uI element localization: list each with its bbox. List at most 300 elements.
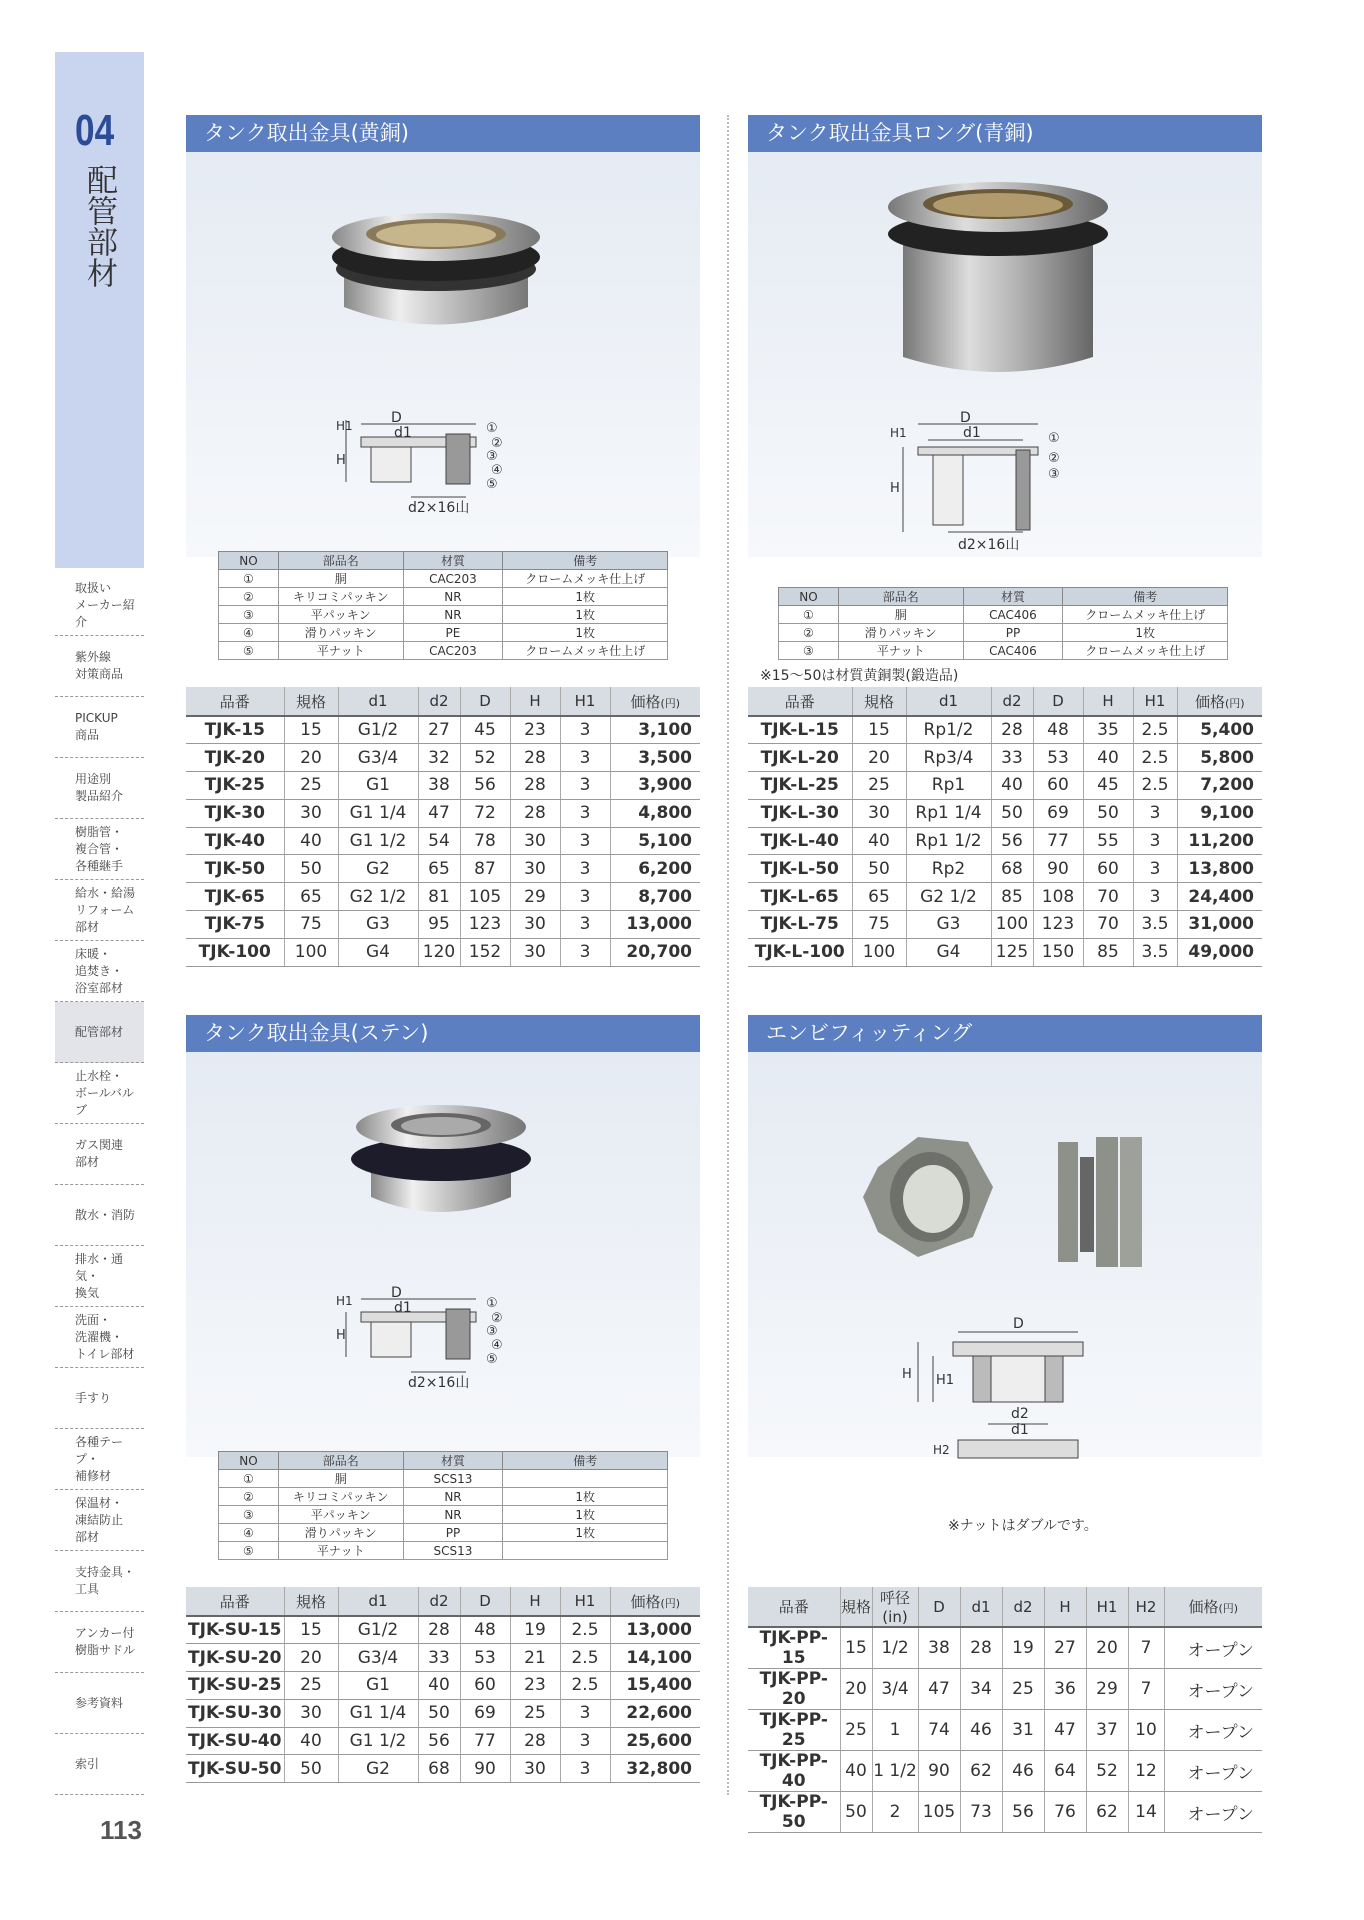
spec-cell: 2.5	[560, 1672, 610, 1700]
spec-cell: 29	[510, 883, 560, 911]
spec-cell: 48	[460, 1616, 510, 1644]
nav-item[interactable]: 保温材・ 凍結防止 部材	[55, 1490, 144, 1551]
spec-cell: 7	[1128, 1627, 1164, 1669]
spec-cell: 12	[1128, 1751, 1164, 1792]
spec-cell: TJK-SU-15	[186, 1616, 284, 1644]
spec-cell: 46	[1002, 1751, 1044, 1792]
nav-item[interactable]: 取扱い メーカー紹介	[55, 575, 144, 636]
spec-header-cell: 規格	[284, 1587, 338, 1616]
parts-header-cell: 備考	[503, 1452, 668, 1470]
spec-cell: TJK-SU-25	[186, 1672, 284, 1700]
spec-cell: 14	[1128, 1792, 1164, 1833]
spec-cell: 15	[852, 716, 906, 744]
spec-cell: オープン	[1164, 1710, 1262, 1751]
spec-cell: 19	[1002, 1627, 1044, 1669]
label-H: H	[336, 453, 346, 468]
stainless-fitting-photo	[341, 1097, 541, 1227]
product-photo-area	[748, 1052, 1262, 1457]
spec-cell: 5,400	[1177, 716, 1262, 744]
spec-cell: TJK-SU-20	[186, 1644, 284, 1672]
callout-5: ⑤	[486, 1352, 498, 1367]
spec-cell: G1/2	[338, 716, 418, 744]
section-tank-stainless	[186, 1015, 700, 1779]
spec-cell: 25	[510, 1699, 560, 1727]
price-unit: (円)	[660, 696, 681, 710]
spec-cell: G2 1/2	[338, 883, 418, 911]
spec-cell: 9,100	[1177, 799, 1262, 827]
callout-5: ⑤	[486, 477, 498, 492]
spec-cell: G1	[338, 772, 418, 800]
spec-cell: 3	[560, 716, 610, 744]
nav-item[interactable]: PICKUP 商品	[55, 697, 144, 758]
parts-cell: NR	[403, 1506, 503, 1524]
nav-item[interactable]: 配管部材	[55, 1002, 144, 1063]
nut-note: ※ナットはダブルです。	[948, 1518, 1098, 1534]
product-photo-area	[186, 1052, 700, 1457]
spec-cell: 45	[1083, 772, 1133, 800]
spec-cell: 81	[418, 883, 460, 911]
spec-cell: 75	[284, 911, 338, 939]
spec-cell: TJK-SU-50	[186, 1755, 284, 1783]
spec-cell: 87	[460, 855, 510, 883]
parts-table	[778, 587, 1228, 660]
nav-item[interactable]: アンカー付 樹脂サドル	[55, 1612, 144, 1673]
label-H1: H1	[890, 426, 907, 440]
nav-item[interactable]: 洗面・ 洗濯機・ トイレ部材	[55, 1307, 144, 1368]
parts-cell: CAC203	[403, 570, 503, 588]
spec-cell: 3	[560, 911, 610, 939]
spec-cell: 20	[852, 744, 906, 772]
parts-cell: ②	[779, 624, 839, 642]
spec-cell: 35	[1083, 716, 1133, 744]
spec-cell: 3	[1133, 827, 1177, 855]
spec-cell: 2.5	[1133, 772, 1177, 800]
label-H1: H1	[936, 1373, 955, 1388]
parts-cell: ③	[779, 642, 839, 660]
spec-cell: 55	[1083, 827, 1133, 855]
label-D: D	[391, 1285, 402, 1301]
spec-cell: 4,800	[610, 799, 700, 827]
parts-cell: PP	[963, 624, 1063, 642]
spec-cell: 3/4	[872, 1669, 918, 1710]
spec-header-cell: H1	[1133, 687, 1177, 716]
spec-cell: 21	[510, 1644, 560, 1672]
spec-row	[186, 1616, 700, 1644]
parts-row	[779, 624, 1228, 642]
nav-item[interactable]: 止水栓・ ボールバルブ	[55, 1063, 144, 1124]
section-title: タンク取出金具ロング(青銅)	[748, 115, 1262, 152]
spec-cell: 15	[284, 716, 338, 744]
dimension-diagram	[336, 1267, 576, 1402]
spec-cell: 15	[284, 1616, 338, 1644]
spec-cell: 65	[852, 883, 906, 911]
spec-cell: G1 1/4	[338, 799, 418, 827]
spec-cell: 95	[418, 911, 460, 939]
spec-cell: 105	[460, 883, 510, 911]
spec-header-cell: 価格(円)	[610, 687, 700, 716]
parts-cell: ⑤	[219, 1542, 279, 1560]
spec-cell: Rp1	[906, 772, 991, 800]
parts-cell: ①	[779, 606, 839, 624]
parts-cell: NR	[403, 588, 503, 606]
parts-cell: 胴	[838, 606, 963, 624]
spec-header-cell: D	[460, 1587, 510, 1616]
spec-cell: 65	[284, 883, 338, 911]
parts-header-cell: NO	[779, 588, 839, 606]
product-photo-area	[748, 152, 1262, 557]
parts-cell: ①	[219, 570, 279, 588]
spec-cell: 20	[284, 744, 338, 772]
spec-row	[748, 799, 1262, 827]
spec-cell: G1 1/2	[338, 1727, 418, 1755]
callout-3: ③	[486, 1324, 498, 1339]
spec-header-cell: D	[1033, 687, 1083, 716]
spec-cell: 3	[560, 855, 610, 883]
parts-cell: 1枚	[503, 606, 668, 624]
spec-row	[748, 855, 1262, 883]
spec-cell: G3	[906, 911, 991, 939]
parts-row	[219, 1506, 668, 1524]
label-H1: H1	[336, 1294, 353, 1308]
spec-cell: 47	[918, 1669, 960, 1710]
spec-cell: TJK-L-30	[748, 799, 852, 827]
section-title: タンク取出金具(ステン)	[186, 1015, 700, 1052]
spec-cell: 3.5	[1133, 938, 1177, 966]
spec-cell: 20	[284, 1644, 338, 1672]
spec-row	[748, 1627, 1262, 1669]
spec-cell: 30	[284, 1699, 338, 1727]
spec-cell: 13,800	[1177, 855, 1262, 883]
parts-cell: ②	[219, 1488, 279, 1506]
callout-2: ②	[491, 436, 503, 451]
spec-header-cell: H	[510, 1587, 560, 1616]
spec-cell: 69	[460, 1699, 510, 1727]
spec-cell: TJK-L-20	[748, 744, 852, 772]
parts-header-cell: 材質	[403, 1452, 503, 1470]
spec-row	[748, 744, 1262, 772]
spec-cell: 100	[991, 911, 1033, 939]
parts-cell: 平パッキン	[278, 606, 403, 624]
spec-cell: 50	[840, 1792, 872, 1833]
nav-item[interactable]: 給水・給湯 リフォーム 部材	[55, 880, 144, 941]
spec-header-cell: 価格(円)	[1177, 687, 1262, 716]
parts-cell: ③	[219, 606, 279, 624]
spec-cell: 20	[840, 1669, 872, 1710]
parts-cell: ①	[219, 1470, 279, 1488]
spec-cell: 120	[418, 938, 460, 966]
spec-header-cell: d1	[960, 1587, 1002, 1627]
callout-1: ①	[486, 421, 498, 436]
parts-cell: ②	[219, 588, 279, 606]
spec-cell: 50	[852, 855, 906, 883]
price-unit: (円)	[1224, 696, 1245, 710]
spec-cell: 65	[418, 855, 460, 883]
spec-cell: TJK-PP-25	[748, 1710, 840, 1751]
spec-cell: 1 1/2	[872, 1751, 918, 1792]
parts-cell: NR	[403, 606, 503, 624]
spec-row	[186, 744, 700, 772]
parts-row	[219, 624, 668, 642]
parts-cell: 1枚	[1063, 624, 1228, 642]
spec-cell: 90	[918, 1751, 960, 1792]
spec-header-cell: H1	[1086, 1587, 1128, 1627]
spec-row	[748, 911, 1262, 939]
parts-table	[218, 1451, 668, 1560]
spec-cell: 22,600	[610, 1699, 700, 1727]
dimension-diagram	[888, 392, 1108, 552]
spec-cell: 90	[460, 1755, 510, 1783]
spec-cell: 3	[560, 1699, 610, 1727]
spec-cell: TJK-L-50	[748, 855, 852, 883]
spec-header-cell: d2	[418, 687, 460, 716]
spec-header-cell: 価格(円)	[1164, 1587, 1262, 1627]
spec-cell: 73	[960, 1792, 1002, 1833]
spec-cell: 20	[1086, 1627, 1128, 1669]
price-unit: (円)	[660, 1596, 681, 1610]
spec-cell: G1 1/4	[338, 1699, 418, 1727]
parts-cell: 1枚	[503, 1506, 668, 1524]
spec-cell: 52	[460, 744, 510, 772]
parts-row	[779, 606, 1228, 624]
spec-cell: 31,000	[1177, 911, 1262, 939]
spec-cell: TJK-L-100	[748, 938, 852, 966]
spec-header-cell: D	[460, 687, 510, 716]
spec-header-cell: d1	[338, 1587, 418, 1616]
spec-header-cell: d2	[991, 687, 1033, 716]
parts-cell: 1枚	[503, 1488, 668, 1506]
spec-row	[186, 938, 700, 966]
spec-row	[186, 855, 700, 883]
nav-item[interactable]: 手すり	[55, 1368, 144, 1429]
spec-cell: G2	[338, 855, 418, 883]
parts-header-cell: 材質	[403, 552, 503, 570]
nav-item[interactable]: 用途別 製品紹介	[55, 758, 144, 819]
spec-cell: 24,400	[1177, 883, 1262, 911]
spec-cell: 2.5	[560, 1644, 610, 1672]
spec-cell: 45	[460, 716, 510, 744]
label-d2-threads: d2×16山	[408, 500, 470, 516]
callout-1: ①	[486, 1296, 498, 1311]
spec-cell: 50	[1083, 799, 1133, 827]
bronze-long-fitting-photo	[868, 172, 1128, 382]
spec-cell: 108	[1033, 883, 1083, 911]
spec-cell: 125	[991, 938, 1033, 966]
nav-item[interactable]: 紫外線 対策商品	[55, 636, 144, 697]
parts-cell: SCS13	[403, 1542, 503, 1560]
nav-item[interactable]: 索引	[55, 1734, 144, 1795]
spec-cell: 123	[1033, 911, 1083, 939]
label-d2: d2	[1011, 1406, 1029, 1422]
spec-header-cell: d2	[1002, 1587, 1044, 1627]
spec-row	[748, 716, 1262, 744]
spec-cell: 40	[284, 1727, 338, 1755]
spec-cell: TJK-L-40	[748, 827, 852, 855]
parts-cell: NR	[403, 1488, 503, 1506]
spec-table	[748, 1587, 1262, 1833]
spec-cell: 64	[1044, 1751, 1086, 1792]
spec-cell: 11,200	[1177, 827, 1262, 855]
spec-cell: 8,700	[610, 883, 700, 911]
spec-cell: TJK-40	[186, 827, 284, 855]
spec-cell: 3	[560, 883, 610, 911]
spec-cell: 30	[852, 799, 906, 827]
spec-cell: 20,700	[610, 938, 700, 966]
spec-cell: 5,100	[610, 827, 700, 855]
parts-cell: クロームメッキ仕上げ	[503, 642, 668, 660]
spec-cell: 25	[284, 1672, 338, 1700]
parts-cell: 平ナット	[838, 642, 963, 660]
page-number: 113	[100, 1815, 142, 1845]
label-d1: d1	[963, 425, 981, 441]
nav-item[interactable]: 散水・消防	[55, 1185, 144, 1246]
spec-cell: オープン	[1164, 1669, 1262, 1710]
parts-cell: 平パッキン	[278, 1506, 403, 1524]
nav-item[interactable]: 排水・通気・ 換気	[55, 1246, 144, 1307]
spec-table	[186, 1587, 700, 1783]
spec-row	[748, 883, 1262, 911]
parts-row	[219, 1488, 668, 1506]
spec-row	[186, 911, 700, 939]
spec-cell: 3.5	[1133, 911, 1177, 939]
label-D: D	[1013, 1316, 1024, 1332]
spec-header-cell: H	[510, 687, 560, 716]
spec-cell: オープン	[1164, 1792, 1262, 1833]
dimension-diagram	[898, 1312, 1118, 1467]
spec-cell: 50	[991, 799, 1033, 827]
spec-cell: 38	[918, 1627, 960, 1669]
spec-cell: TJK-50	[186, 855, 284, 883]
parts-cell: CAC406	[963, 606, 1063, 624]
spec-cell: TJK-SU-40	[186, 1727, 284, 1755]
spec-cell: オープン	[1164, 1751, 1262, 1792]
spec-header-cell: H	[1044, 1587, 1086, 1627]
spec-cell: 3	[560, 1755, 610, 1783]
spec-cell: 68	[991, 855, 1033, 883]
parts-cell	[503, 1470, 668, 1488]
nav-item[interactable]: ガス関連 部材	[55, 1124, 144, 1185]
spec-cell: 75	[852, 911, 906, 939]
spec-header-cell: d1	[906, 687, 991, 716]
spec-cell: 47	[1044, 1710, 1086, 1751]
label-H1: H1	[336, 419, 353, 433]
spec-row	[748, 1669, 1262, 1710]
spec-cell: 30	[510, 938, 560, 966]
spec-header-cell: H	[1083, 687, 1133, 716]
spec-cell: 27	[1044, 1627, 1086, 1669]
spec-cell: 13,000	[610, 1616, 700, 1644]
parts-cell: クロームメッキ仕上げ	[1063, 642, 1228, 660]
spec-cell: 72	[460, 799, 510, 827]
parts-row	[219, 570, 668, 588]
spec-cell: 100	[852, 938, 906, 966]
parts-cell: キリコミパッキン	[278, 588, 403, 606]
spec-cell: 14,100	[610, 1644, 700, 1672]
nav-item[interactable]: 各種テープ・ 補修材	[55, 1429, 144, 1490]
parts-header-cell: 材質	[963, 588, 1063, 606]
spec-cell: 53	[460, 1644, 510, 1672]
spec-row	[748, 1751, 1262, 1792]
spec-cell: 3	[560, 1727, 610, 1755]
parts-cell: 滑りパッキン	[278, 1524, 403, 1542]
spec-row	[186, 799, 700, 827]
spec-cell: 85	[991, 883, 1033, 911]
nav-item[interactable]: 支持金具・ 工具	[55, 1551, 144, 1612]
spec-cell: G3/4	[338, 744, 418, 772]
spec-row	[186, 1699, 700, 1727]
spec-cell: 15,400	[610, 1672, 700, 1700]
spec-cell: 25	[840, 1710, 872, 1751]
spec-cell: TJK-PP-20	[748, 1669, 840, 1710]
spec-row	[186, 1644, 700, 1672]
label-H2: H2	[933, 1443, 950, 1457]
product-photo-area	[186, 152, 700, 557]
spec-cell: 46	[960, 1710, 1002, 1751]
spec-row	[186, 1672, 700, 1700]
spec-cell: 60	[1033, 772, 1083, 800]
spec-cell: G4	[906, 938, 991, 966]
spec-cell: TJK-100	[186, 938, 284, 966]
spec-cell: 23	[510, 716, 560, 744]
spec-header-cell: 規格	[852, 687, 906, 716]
side-navigation	[55, 575, 144, 1795]
spec-cell: 68	[418, 1755, 460, 1783]
nav-item[interactable]: 床暖・ 追焚き・ 浴室部材	[55, 941, 144, 1002]
spec-cell: 25	[1002, 1669, 1044, 1710]
spec-cell: 56	[991, 827, 1033, 855]
nav-item[interactable]: 樹脂管・ 複合管・ 各種継手	[55, 819, 144, 880]
parts-cell: ④	[219, 1524, 279, 1542]
spec-cell: 69	[1033, 799, 1083, 827]
nav-item[interactable]: 参考資料	[55, 1673, 144, 1734]
spec-row	[748, 827, 1262, 855]
section-tank-long-bronze	[748, 115, 1262, 963]
spec-cell: 56	[418, 1727, 460, 1755]
spec-cell: 48	[1033, 716, 1083, 744]
spec-cell: 5,800	[1177, 744, 1262, 772]
spec-cell: TJK-L-65	[748, 883, 852, 911]
spec-cell: 28	[991, 716, 1033, 744]
parts-row	[219, 1542, 668, 1560]
spec-header-cell: 規格	[840, 1587, 872, 1627]
parts-header-cell: 部品名	[278, 552, 403, 570]
spec-cell: 3	[1133, 855, 1177, 883]
spec-row	[186, 1727, 700, 1755]
parts-cell: CAC203	[403, 642, 503, 660]
parts-cell: 1枚	[503, 588, 668, 606]
spec-row	[186, 772, 700, 800]
spec-cell: 29	[1086, 1669, 1128, 1710]
parts-row	[219, 1470, 668, 1488]
parts-cell: SCS13	[403, 1470, 503, 1488]
spec-cell: 53	[1033, 744, 1083, 772]
spec-cell: 7,200	[1177, 772, 1262, 800]
spec-header-cell: 品番	[186, 687, 284, 716]
spec-cell: 30	[284, 799, 338, 827]
spec-cell: Rp1 1/2	[906, 827, 991, 855]
spec-table	[186, 687, 700, 967]
spec-header-row	[748, 687, 1262, 716]
parts-cell: 胴	[278, 570, 403, 588]
spec-cell: TJK-25	[186, 772, 284, 800]
spec-cell: 28	[510, 744, 560, 772]
spec-cell: TJK-PP-15	[748, 1627, 840, 1669]
spec-cell: 50	[418, 1699, 460, 1727]
parts-cell: 1枚	[503, 624, 668, 642]
label-d2-threads: d2×16山	[408, 1375, 470, 1391]
label-H: H	[890, 481, 900, 496]
chapter-tab	[55, 52, 144, 568]
spec-cell: TJK-20	[186, 744, 284, 772]
